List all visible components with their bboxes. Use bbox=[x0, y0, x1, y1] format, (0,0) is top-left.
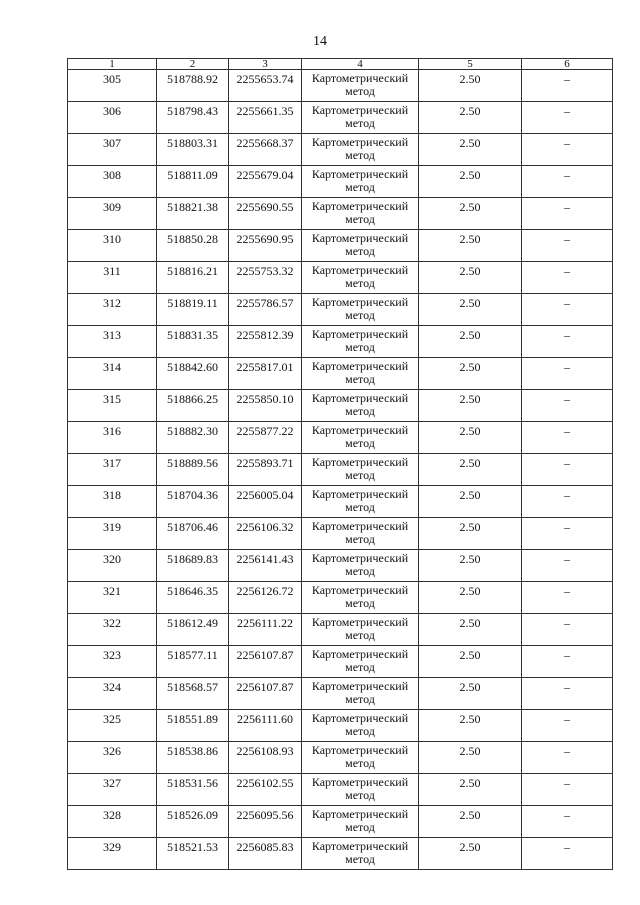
y-coordinate: 2256005.04 bbox=[229, 486, 302, 518]
table-row bbox=[68, 230, 613, 262]
note-dash: – bbox=[522, 134, 613, 166]
point-number: 310 bbox=[68, 230, 157, 262]
y-coordinate: 2256106.32 bbox=[229, 518, 302, 550]
point-number: 314 bbox=[68, 358, 157, 390]
table-row bbox=[68, 806, 613, 838]
table-row bbox=[68, 646, 613, 678]
accuracy-value: 2.50 bbox=[419, 198, 522, 230]
accuracy-value: 2.50 bbox=[419, 390, 522, 422]
y-coordinate: 2255812.39 bbox=[229, 326, 302, 358]
table-row bbox=[68, 518, 613, 550]
accuracy-value: 2.50 bbox=[419, 550, 522, 582]
point-number: 324 bbox=[68, 678, 157, 710]
determination-method: Картометрический метод bbox=[302, 582, 419, 614]
table-row bbox=[68, 358, 613, 390]
y-coordinate: 2256111.60 bbox=[229, 710, 302, 742]
table-row bbox=[68, 614, 613, 646]
note-dash: – bbox=[522, 326, 613, 358]
table-row bbox=[68, 838, 613, 870]
column-header: 4 bbox=[302, 59, 419, 70]
point-number: 315 bbox=[68, 390, 157, 422]
accuracy-value: 2.50 bbox=[419, 102, 522, 134]
y-coordinate: 2255786.57 bbox=[229, 294, 302, 326]
x-coordinate: 518831.35 bbox=[157, 326, 229, 358]
note-dash: – bbox=[522, 518, 613, 550]
table-row bbox=[68, 710, 613, 742]
note-dash: – bbox=[522, 582, 613, 614]
x-coordinate: 518689.83 bbox=[157, 550, 229, 582]
x-coordinate: 518646.35 bbox=[157, 582, 229, 614]
determination-method: Картометрический метод bbox=[302, 710, 419, 742]
point-number: 307 bbox=[68, 134, 157, 166]
x-coordinate: 518526.09 bbox=[157, 806, 229, 838]
table-row bbox=[68, 742, 613, 774]
note-dash: – bbox=[522, 838, 613, 870]
table-row bbox=[68, 678, 613, 710]
y-coordinate: 2255668.37 bbox=[229, 134, 302, 166]
y-coordinate: 2256095.56 bbox=[229, 806, 302, 838]
accuracy-value: 2.50 bbox=[419, 230, 522, 262]
y-coordinate: 2256108.93 bbox=[229, 742, 302, 774]
determination-method: Картометрический метод bbox=[302, 742, 419, 774]
x-coordinate: 518521.53 bbox=[157, 838, 229, 870]
point-number: 328 bbox=[68, 806, 157, 838]
x-coordinate: 518706.46 bbox=[157, 518, 229, 550]
note-dash: – bbox=[522, 102, 613, 134]
page-number: 14 bbox=[313, 34, 327, 49]
accuracy-value: 2.50 bbox=[419, 70, 522, 102]
note-dash: – bbox=[522, 198, 613, 230]
table-row bbox=[68, 486, 613, 518]
y-coordinate: 2255679.04 bbox=[229, 166, 302, 198]
table-row bbox=[68, 294, 613, 326]
accuracy-value: 2.50 bbox=[419, 326, 522, 358]
point-number: 320 bbox=[68, 550, 157, 582]
point-number: 322 bbox=[68, 614, 157, 646]
determination-method: Картометрический метод bbox=[302, 550, 419, 582]
accuracy-value: 2.50 bbox=[419, 774, 522, 806]
note-dash: – bbox=[522, 774, 613, 806]
table-row bbox=[68, 102, 613, 134]
x-coordinate: 518577.11 bbox=[157, 646, 229, 678]
note-dash: – bbox=[522, 646, 613, 678]
x-coordinate: 518816.21 bbox=[157, 262, 229, 294]
determination-method: Картометрический метод bbox=[302, 102, 419, 134]
determination-method: Картометрический метод bbox=[302, 358, 419, 390]
accuracy-value: 2.50 bbox=[419, 134, 522, 166]
y-coordinate: 2256111.22 bbox=[229, 614, 302, 646]
determination-method: Картометрический метод bbox=[302, 678, 419, 710]
accuracy-value: 2.50 bbox=[419, 614, 522, 646]
determination-method: Картометрический метод bbox=[302, 774, 419, 806]
determination-method: Картометрический метод bbox=[302, 294, 419, 326]
y-coordinate: 2255753.32 bbox=[229, 262, 302, 294]
y-coordinate: 2256107.87 bbox=[229, 678, 302, 710]
accuracy-value: 2.50 bbox=[419, 742, 522, 774]
x-coordinate: 518531.56 bbox=[157, 774, 229, 806]
accuracy-value: 2.50 bbox=[419, 518, 522, 550]
point-number: 321 bbox=[68, 582, 157, 614]
determination-method: Картометрический метод bbox=[302, 646, 419, 678]
note-dash: – bbox=[522, 454, 613, 486]
determination-method: Картометрический метод bbox=[302, 70, 419, 102]
y-coordinate: 2255661.35 bbox=[229, 102, 302, 134]
determination-method: Картометрический метод bbox=[302, 518, 419, 550]
determination-method: Картометрический метод bbox=[302, 838, 419, 870]
accuracy-value: 2.50 bbox=[419, 486, 522, 518]
note-dash: – bbox=[522, 262, 613, 294]
x-coordinate: 518568.57 bbox=[157, 678, 229, 710]
x-coordinate: 518882.30 bbox=[157, 422, 229, 454]
accuracy-value: 2.50 bbox=[419, 294, 522, 326]
note-dash: – bbox=[522, 806, 613, 838]
point-number: 313 bbox=[68, 326, 157, 358]
y-coordinate: 2255850.10 bbox=[229, 390, 302, 422]
y-coordinate: 2255893.71 bbox=[229, 454, 302, 486]
note-dash: – bbox=[522, 742, 613, 774]
table-header-row bbox=[68, 59, 613, 70]
column-header: 3 bbox=[229, 59, 302, 70]
x-coordinate: 518842.60 bbox=[157, 358, 229, 390]
table-row bbox=[68, 134, 613, 166]
y-coordinate: 2255817.01 bbox=[229, 358, 302, 390]
x-coordinate: 518819.11 bbox=[157, 294, 229, 326]
point-number: 316 bbox=[68, 422, 157, 454]
table-row bbox=[68, 166, 613, 198]
y-coordinate: 2255877.22 bbox=[229, 422, 302, 454]
determination-method: Картометрический метод bbox=[302, 230, 419, 262]
point-number: 311 bbox=[68, 262, 157, 294]
note-dash: – bbox=[522, 486, 613, 518]
point-number: 309 bbox=[68, 198, 157, 230]
x-coordinate: 518704.36 bbox=[157, 486, 229, 518]
y-coordinate: 2256141.43 bbox=[229, 550, 302, 582]
x-coordinate: 518798.43 bbox=[157, 102, 229, 134]
accuracy-value: 2.50 bbox=[419, 646, 522, 678]
column-header: 1 bbox=[68, 59, 157, 70]
table-row bbox=[68, 582, 613, 614]
point-number: 312 bbox=[68, 294, 157, 326]
note-dash: – bbox=[522, 294, 613, 326]
determination-method: Картометрический метод bbox=[302, 614, 419, 646]
x-coordinate: 518866.25 bbox=[157, 390, 229, 422]
y-coordinate: 2255690.55 bbox=[229, 198, 302, 230]
determination-method: Картометрический метод bbox=[302, 198, 419, 230]
accuracy-value: 2.50 bbox=[419, 358, 522, 390]
accuracy-value: 2.50 bbox=[419, 678, 522, 710]
table-row bbox=[68, 454, 613, 486]
point-number: 308 bbox=[68, 166, 157, 198]
point-number: 317 bbox=[68, 454, 157, 486]
note-dash: – bbox=[522, 358, 613, 390]
x-coordinate: 518551.89 bbox=[157, 710, 229, 742]
determination-method: Картометрический метод bbox=[302, 390, 419, 422]
table-row bbox=[68, 262, 613, 294]
accuracy-value: 2.50 bbox=[419, 710, 522, 742]
accuracy-value: 2.50 bbox=[419, 262, 522, 294]
coordinates-table bbox=[67, 58, 613, 870]
accuracy-value: 2.50 bbox=[419, 806, 522, 838]
table-row bbox=[68, 422, 613, 454]
table-row bbox=[68, 774, 613, 806]
y-coordinate: 2256102.55 bbox=[229, 774, 302, 806]
note-dash: – bbox=[522, 70, 613, 102]
x-coordinate: 518612.49 bbox=[157, 614, 229, 646]
accuracy-value: 2.50 bbox=[419, 422, 522, 454]
x-coordinate: 518850.28 bbox=[157, 230, 229, 262]
x-coordinate: 518811.09 bbox=[157, 166, 229, 198]
note-dash: – bbox=[522, 422, 613, 454]
determination-method: Картометрический метод bbox=[302, 422, 419, 454]
table-row bbox=[68, 70, 613, 102]
y-coordinate: 2256107.87 bbox=[229, 646, 302, 678]
table-row bbox=[68, 390, 613, 422]
x-coordinate: 518889.56 bbox=[157, 454, 229, 486]
table-row bbox=[68, 326, 613, 358]
accuracy-value: 2.50 bbox=[419, 838, 522, 870]
note-dash: – bbox=[522, 550, 613, 582]
y-coordinate: 2256126.72 bbox=[229, 582, 302, 614]
note-dash: – bbox=[522, 614, 613, 646]
determination-method: Картометрический метод bbox=[302, 166, 419, 198]
note-dash: – bbox=[522, 390, 613, 422]
accuracy-value: 2.50 bbox=[419, 582, 522, 614]
note-dash: – bbox=[522, 166, 613, 198]
point-number: 325 bbox=[68, 710, 157, 742]
column-header: 2 bbox=[157, 59, 229, 70]
x-coordinate: 518821.38 bbox=[157, 198, 229, 230]
x-coordinate: 518538.86 bbox=[157, 742, 229, 774]
point-number: 327 bbox=[68, 774, 157, 806]
x-coordinate: 518788.92 bbox=[157, 70, 229, 102]
accuracy-value: 2.50 bbox=[419, 166, 522, 198]
y-coordinate: 2255653.74 bbox=[229, 70, 302, 102]
note-dash: – bbox=[522, 678, 613, 710]
table-row bbox=[68, 550, 613, 582]
point-number: 306 bbox=[68, 102, 157, 134]
note-dash: – bbox=[522, 710, 613, 742]
table-row bbox=[68, 198, 613, 230]
determination-method: Картометрический метод bbox=[302, 486, 419, 518]
point-number: 305 bbox=[68, 70, 157, 102]
determination-method: Картометрический метод bbox=[302, 806, 419, 838]
note-dash: – bbox=[522, 230, 613, 262]
point-number: 318 bbox=[68, 486, 157, 518]
accuracy-value: 2.50 bbox=[419, 454, 522, 486]
determination-method: Картометрический метод bbox=[302, 454, 419, 486]
point-number: 329 bbox=[68, 838, 157, 870]
x-coordinate: 518803.31 bbox=[157, 134, 229, 166]
determination-method: Картометрический метод bbox=[302, 262, 419, 294]
point-number: 326 bbox=[68, 742, 157, 774]
point-number: 319 bbox=[68, 518, 157, 550]
point-number: 323 bbox=[68, 646, 157, 678]
determination-method: Картометрический метод bbox=[302, 134, 419, 166]
y-coordinate: 2255690.95 bbox=[229, 230, 302, 262]
y-coordinate: 2256085.83 bbox=[229, 838, 302, 870]
column-header: 6 bbox=[522, 59, 613, 70]
column-header: 5 bbox=[419, 59, 522, 70]
determination-method: Картометрический метод bbox=[302, 326, 419, 358]
